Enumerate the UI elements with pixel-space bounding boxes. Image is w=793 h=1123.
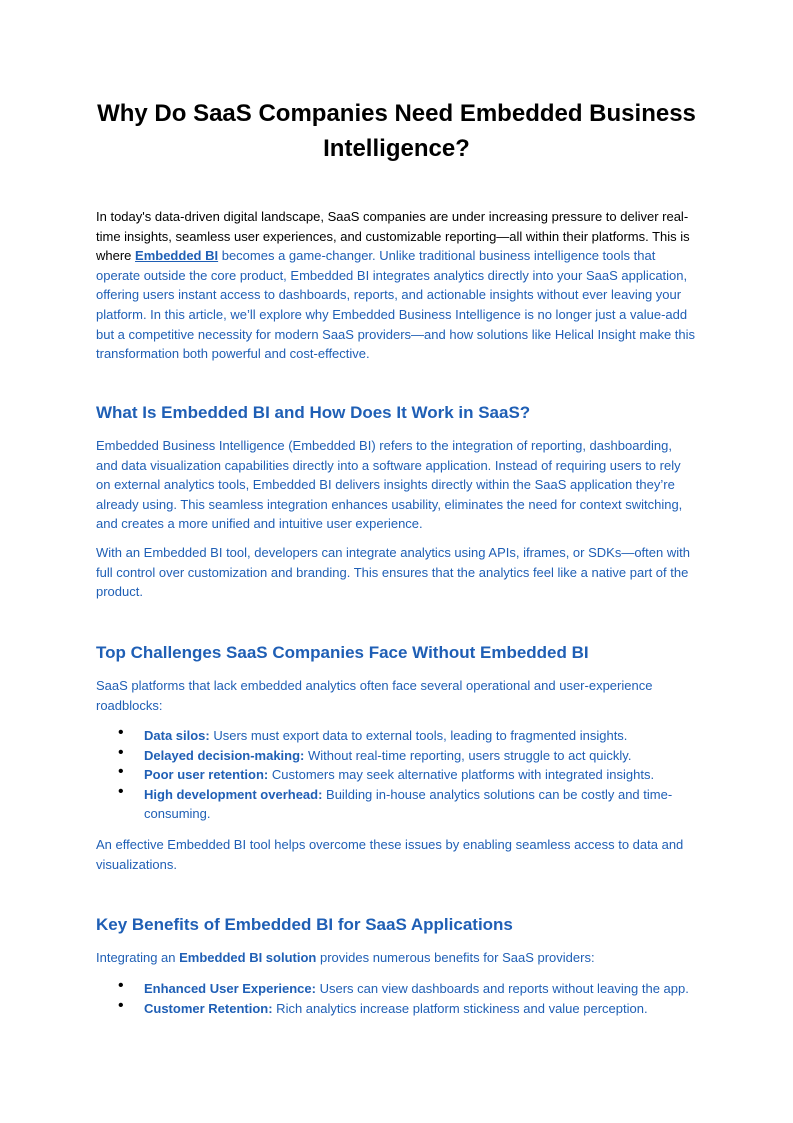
list-item-text: Without real-time reporting, users struggle to act quickly.: [304, 747, 632, 763]
bullet-icon: •: [118, 977, 124, 994]
bullet-icon: •: [118, 724, 124, 741]
benefits-list: [96, 979, 696, 1018]
intro-text-blue: becomes a game-changer. Unlike traditional business intelligence tools that operate outside the core product, Embedded BI integrates analytics directly into your SaaS application, offering users instant access to dashboards, reports, and actionable insights without ever leaving your platform. In this article, we’ll explore why Embedded Business Intelligence is no longer just a value-add but a competitive necessity for modern SaaS providers—and how solutions like Helical Insight make this transformation both powerful and cost-effective.: [96, 248, 696, 362]
list-item: [96, 979, 696, 999]
section1-paragraph-2: With an Embedded BI tool, developers can integrate analytics using APIs, iframes, or SDKs—often with full control over customization and branding. This ensures that the analytics feel like a native part of the product.: [96, 545, 690, 600]
list-item: [96, 743, 696, 766]
list-item-text: Users can view dashboards and reports without leaving the app.: [315, 981, 689, 996]
section2-heading: Top Challenges SaaS Companies Face Without Embedded BI: [96, 643, 589, 662]
bullet-icon: •: [118, 996, 124, 1014]
section3-intro: [96, 948, 696, 968]
intro-text-black: In today's data-driven digital landscape, SaaS companies are under increasing pressure to deliver real-time insights, seamless user experiences, and customizable reporting—all within their platforms. This is where: [96, 209, 690, 264]
embedded-bi-link[interactable]: Embedded BI: [135, 248, 219, 264]
list-item-label: Delayed decision-making:: [144, 747, 305, 763]
list-item-label: Enhanced User Experience:: [144, 981, 316, 996]
bullet-icon: •: [118, 782, 124, 800]
bullet-icon: •: [118, 763, 124, 781]
section3-intro-strong: Embedded BI solution: [179, 950, 317, 965]
list-item: [96, 726, 696, 746]
bullet-icon: •: [118, 743, 124, 761]
list-item-text: Customers may seek alternative platforms with integrated insights.: [268, 767, 655, 783]
list-item-label: Customer Retention:: [144, 1000, 273, 1016]
section1-heading: What Is Embedded BI and How Does It Work in SaaS?: [96, 403, 531, 422]
section3-intro-after: provides numerous benefits for SaaS providers:: [316, 950, 595, 965]
list-item-label: Data silos:: [144, 728, 210, 743]
page-title: Why Do SaaS Companies Need Embedded Business Intelligence?: [97, 100, 696, 162]
section1-paragraph-1: Embedded Business Intelligence (Embedded BI) refers to the integration of reporting, dashboarding, and data visualization capabilities directly into a software application. Instead of requiring users to rely on external analytics tools, Embedded BI delivers insights directly within the SaaS application they’re already using. This seamless integration enhances usability, eliminates the need for context switching, and creates a more unified and intuitive user experience.: [96, 438, 683, 532]
challenges-list: [96, 726, 696, 824]
list-item-text: Building in-house analytics solutions can be costly and time-consuming.: [144, 786, 673, 822]
section2-outro: An effective Embedded BI tool helps overcome these issues by enabling seamless access to data and visualizations.: [96, 837, 684, 872]
list-item-label: Poor user retention:: [144, 767, 269, 783]
list-item-text: Users must export data to external tools, leading to fragmented insights.: [209, 728, 628, 743]
list-item: [96, 765, 696, 785]
list-item-label: High development overhead:: [144, 786, 323, 802]
list-item: [96, 782, 696, 824]
section3-heading: Key Benefits of Embedded BI for SaaS Applications: [96, 915, 513, 934]
section3-intro-before: Integrating an: [96, 950, 180, 965]
intro-paragraph: [96, 207, 696, 364]
list-item: [96, 996, 696, 1019]
section2-intro: SaaS platforms that lack embedded analytics often face several operational and user-experience roadblocks:: [96, 678, 653, 713]
list-item-text: Rich analytics increase platform stickiness and value perception.: [272, 1000, 648, 1016]
